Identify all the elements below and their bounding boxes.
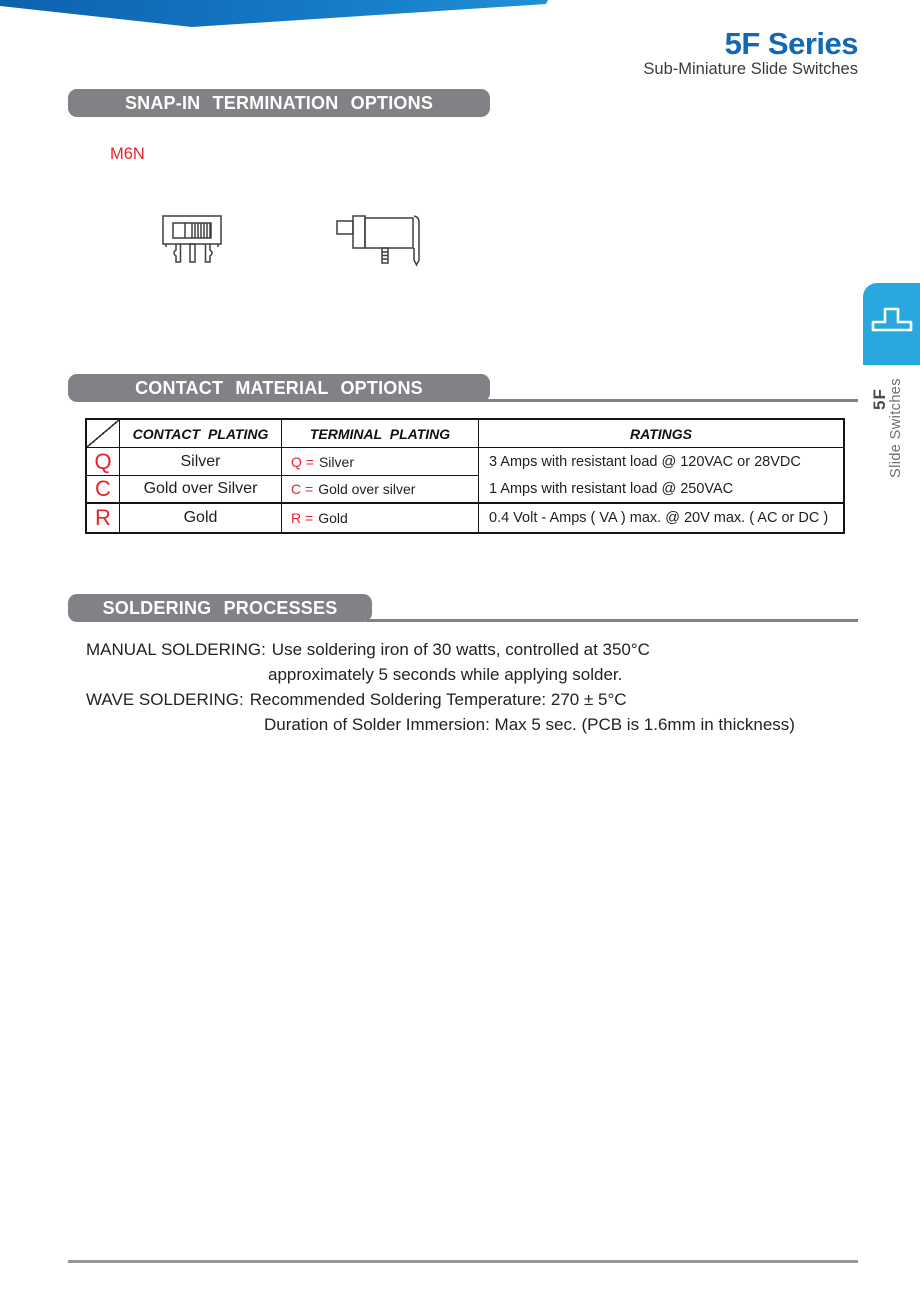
column-header-ratings: RATINGS — [479, 420, 843, 448]
soldering-text: Use soldering iron of 30 watts, controlled at 350°C — [271, 640, 650, 659]
column-header-terminal-plating: TERMINAL PLATING — [282, 420, 479, 448]
terminal-material: Silver — [318, 453, 354, 470]
table-header-row — [87, 420, 843, 448]
rating-value: 3 Amps with resistant load @ 120VAC or 28VDC — [489, 454, 801, 470]
soldering-text: approximately 5 seconds while applying solder. — [268, 665, 623, 684]
row-code: Q — [87, 448, 120, 476]
terminal-material: Gold over silver — [318, 481, 416, 497]
terminal-code: Q = — [291, 453, 314, 470]
terminal-material: Gold — [318, 510, 348, 526]
terminal-plating-value — [282, 448, 479, 476]
row-code: R — [87, 504, 120, 532]
section-banner-contact-material — [68, 374, 490, 402]
soldering-line — [86, 662, 886, 687]
soldering-method-label: WAVE SOLDERING: — [86, 690, 244, 709]
table-corner-cell — [87, 420, 120, 448]
rating-value: 1 Amps with resistant load @ 250VAC — [479, 476, 843, 504]
section-divider-line — [480, 399, 858, 402]
page-subtitle: Sub-Miniature Slide Switches — [643, 60, 858, 78]
contact-plating-value: Silver — [120, 448, 282, 476]
table-row — [87, 504, 843, 532]
section-divider-line — [366, 619, 858, 622]
soldering-instructions — [86, 637, 886, 737]
row-code: C — [87, 476, 120, 504]
table-row — [87, 448, 843, 476]
soldering-text: Recommended Soldering Temperature: 270 ± 5°C — [249, 690, 627, 709]
footer-divider-line — [68, 1260, 858, 1263]
soldering-method-label: MANUAL SOLDERING: — [86, 640, 266, 659]
table-row — [87, 476, 843, 504]
side-tab-category-label: Slide Switches — [888, 378, 904, 478]
section-title: SNAP-IN TERMINATION OPTIONS — [124, 93, 434, 113]
section-banner-snap-in — [68, 89, 490, 117]
terminal-code: C = — [291, 481, 314, 497]
model-code: M6N — [110, 145, 145, 163]
rating-value: 0.4 Volt - Amps ( VA ) max. @ 20V max. ( AC or DC ) — [489, 510, 829, 526]
terminal-plating-value — [282, 476, 479, 504]
switch-side-view-drawing — [335, 210, 425, 270]
section-title: SOLDERING PROCESSES — [102, 598, 338, 618]
slide-switch-icon — [870, 305, 914, 335]
page-title: 5F Series — [724, 26, 858, 61]
section-banner-soldering — [68, 594, 372, 622]
soldering-line — [86, 712, 886, 737]
terminal-code: R = — [291, 510, 314, 526]
column-header-contact-plating: CONTACT PLATING — [120, 420, 282, 448]
terminal-plating-value — [282, 504, 479, 532]
soldering-text: Duration of Solder Immersion: Max 5 sec. (PCB is 1.6mm in thickness) — [264, 715, 795, 734]
switch-front-view-drawing — [161, 212, 225, 266]
soldering-line — [86, 687, 886, 712]
contact-plating-value: Gold over Silver — [120, 476, 282, 504]
soldering-line — [86, 637, 886, 662]
series-side-tab — [863, 283, 920, 365]
contact-material-table — [85, 418, 845, 534]
side-tab-series-label: 5F — [870, 388, 889, 410]
section-title: CONTACT MATERIAL OPTIONS — [135, 378, 423, 398]
contact-plating-value: Gold — [120, 504, 282, 532]
